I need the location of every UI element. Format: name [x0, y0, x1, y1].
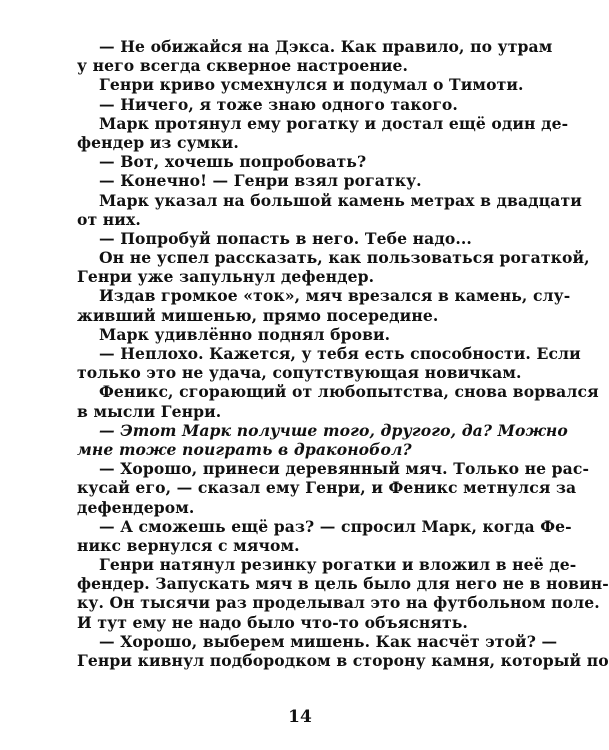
text-line: — Ничего, я тоже знаю одного такого. — [99, 94, 458, 114]
text-line: — Хорошо, принеси деревянный мяч. Только не рас- — [99, 459, 590, 479]
text-line: Генри криво усмехнулся и подумал о Тимоти. — [99, 75, 524, 95]
text-line: — Неплохо. Кажется, у тебя есть способности. Если — [99, 344, 581, 363]
text-line: — А сможешь ещё раз? — спросил Марк, когда Фе- — [99, 516, 572, 536]
text-line: кусай его, — сказал ему Генри, и Феникс метнулся за — [77, 478, 577, 498]
text-line-italic: — Этот Марк получше того, другого, да? Можно — [99, 420, 568, 440]
text-line: фендер из сумки. — [77, 132, 239, 152]
text-line: Марк указал на большой камень метрах в двадцати — [99, 190, 582, 210]
text-line: только это не удача, сопутствующая новичкам. — [77, 363, 522, 383]
page-number: 14 — [288, 707, 312, 727]
text-line: никс вернулся с мячом. — [77, 535, 300, 555]
text-line: Генри натянул резинку рогатки и вложил в неё де- — [99, 555, 577, 575]
text-line: от них. — [77, 209, 141, 229]
text-line: живший мишенью, прямо посередине. — [77, 305, 439, 325]
text-line: в мысли Генри. — [77, 401, 222, 421]
text-line: — Не обижайся на Дэкса. Как правило, по утрам — [99, 37, 553, 56]
text-line: Он не успел рассказать, как пользоваться рогаткой, — [99, 248, 590, 268]
text-line: дефендером. — [77, 497, 195, 517]
text-line: ку. Он тысячи раз проделывал это на футбольном поле. — [77, 593, 600, 613]
body-text — [77, 37, 609, 670]
text-line: Феникс, сгорающий от любопытства, снова ворвался — [99, 382, 599, 402]
text-line: у него всегда скверное настроение. — [77, 56, 409, 76]
text-line: Марк удивлённо поднял брови. — [99, 324, 391, 344]
text-line: — Попробуй попасть в него. Тебе надо... — [99, 228, 472, 248]
text-line-italic: мне тоже поиграть в драконобол? — [77, 439, 412, 459]
text-line: И тут ему не надо было что-то объяснять. — [77, 612, 468, 632]
text-line: Марк протянул ему рогатку и достал ещё один де- — [99, 113, 569, 133]
text-line: — Конечно! — Генри взял рогатку. — [99, 171, 422, 191]
text-line: фендер. Запускать мяч в цель было для него не в новин- — [77, 574, 609, 594]
text-line: — Вот, хочешь попробовать? — [99, 152, 367, 172]
text-line: Генри уже запульнул дефендер. — [77, 267, 375, 287]
text-line: Генри кивнул подбородком в сторону камня, который по — [77, 651, 609, 670]
text-line: — Хорошо, выберем мишень. Как насчёт этой? — — [99, 631, 558, 651]
text-line: Издав громкое «ток», мяч врезался в камень, слу- — [99, 286, 571, 306]
